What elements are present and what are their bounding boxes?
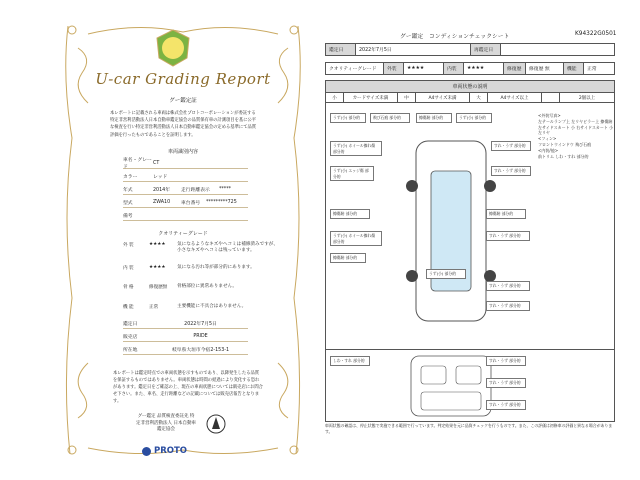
goo-badge-logo bbox=[153, 28, 193, 68]
note-2: 擦傷跡 部分的 bbox=[416, 113, 452, 123]
size-legend: 小 カードサイズ未満 中 A4サイズ未満 大 A4サイズ以上 2個以上 bbox=[326, 93, 614, 103]
certificate-footer-text: 本レポートは鑑定時点での車両状態を示すものであり、以降発生したる品質を保証するものではありません。車両状態は時間の経過により変化する恐れがあります。鑑定日をご確認の上、現在の車両状態については販売店にお問合せ下さい。また、車名、走行距離などの記載については販売店報告となります。 bbox=[113, 371, 263, 404]
note-17: すれ・うず 部分的 bbox=[486, 356, 526, 366]
note-8: 擦傷跡 部分的 bbox=[330, 209, 370, 219]
grade-exterior: 外 装 ★★★★ 気になるようなキズやヘコミは補修済みですが、小さなキズやヘコミは残っています。 bbox=[123, 242, 278, 253]
quality-section-heading: クオリティーグレード bbox=[158, 231, 208, 237]
note-14: すれ・うず 部分的 bbox=[486, 281, 530, 291]
note-18: すれ・うず 部分的 bbox=[486, 378, 526, 388]
row-inspection-date: 鑑定日 2022年7月5日 bbox=[123, 318, 248, 329]
certificate-intro: 本レポートに記載される車両は株式会社プロトコーポレーションが委託する特定非営利活動法人日本自動車鑑定協会の品質保有車の計測項目を基に公平な検査を行い特定非営利活動法人日本自動車鑑定協会の定める基準にて品質評価を行ったものであることを証明します。 bbox=[110, 111, 257, 138]
note-10: うず(小) ホイール擦れ傷 部分的 bbox=[330, 231, 382, 246]
vehicle-condition-panel bbox=[325, 80, 615, 350]
note-6: うず(小) エッジ傷 部分的 bbox=[330, 166, 374, 181]
proto-logo: PROTO bbox=[142, 446, 187, 456]
grade-interior: 内 装 ★★★★ 気になる汚れ等が部分的にあります。 bbox=[123, 265, 255, 271]
row-address: 所在地 岐阜県大垣市今宿2-153-1 bbox=[123, 344, 248, 355]
sheet-date-table: 鑑定日 2022年7月5日 再鑑定日 bbox=[325, 43, 615, 56]
note-5: すれ・うず 部分的 bbox=[491, 141, 531, 151]
grade-frame: 骨 格 修復歴無 骨格部位に異常ありません。 bbox=[123, 284, 237, 290]
grade-function: 機 能 正常 主要機能に不具合はありません。 bbox=[123, 304, 247, 310]
note-7: すれ・うず 部分的 bbox=[491, 166, 531, 176]
jaai-logo bbox=[206, 414, 226, 434]
row-model: 型式 ZWA10 車台番号 *********725 bbox=[123, 197, 248, 208]
sheet-document-id: K94322G0501 bbox=[575, 31, 617, 37]
vehicle-section-heading: 車両識別内容 bbox=[167, 149, 198, 155]
note-13: うず(小) 部分的 bbox=[426, 269, 466, 279]
note-9: 擦傷跡 部分的 bbox=[486, 209, 526, 219]
right-notes: <外装写真> 左テールランプ上 左リヤピラー上 擦傷跡 左サイドスカート 小 右サイドスカート 小 左リヤ <フィン> フロントウインドウ 飛び石痕 <内装/他> 前トリム しわ・すれ 部分的 bbox=[538, 113, 614, 159]
interior-condition-panel bbox=[325, 350, 615, 422]
row-remarks: 備考 bbox=[123, 210, 248, 221]
note-12: 擦傷跡 部分的 bbox=[330, 253, 366, 263]
note-4: うず(小) ホイール擦れ傷 部分的 bbox=[330, 141, 382, 156]
note-3: うず(小) 部分的 bbox=[456, 113, 492, 123]
note-1: 飛び石痕 部分的 bbox=[370, 113, 410, 123]
sheet-title: グー鑑定 コンディションチェックシート bbox=[400, 34, 510, 40]
note-15: すれ・うず 部分的 bbox=[486, 301, 530, 311]
note-0: うず(小) 部分的 bbox=[330, 113, 366, 123]
sheet-bottom-note: 車両状態の確認は、停止状態で実施できる範囲で行っています。判定結果を元に品質チェックを行うものです。また、この評価は初修車の評価と異なる場合があります。 bbox=[325, 423, 613, 434]
note-19: すれ・うず 部分的 bbox=[486, 400, 526, 410]
grading-certificate bbox=[58, 18, 308, 462]
note-11: すれ・うず 部分的 bbox=[486, 231, 530, 241]
association-signature: グー鑑定 品質検査委託先 特定非営利活動法人 日本自動車鑑定協会 bbox=[136, 414, 196, 432]
proto-dot-icon bbox=[142, 447, 151, 456]
note-16: しわ・すれ 部分的 bbox=[330, 356, 370, 366]
sheet-quality-table: クオリティーグレード 外装 ★★★★ 内装 ★★★★ 修復歴 修復歴 無 機能 正常 bbox=[325, 62, 615, 75]
row-year: 年式 2014年 走行距離表示 ***** bbox=[123, 184, 248, 195]
row-shop: 販売店 PRIDE bbox=[123, 331, 248, 342]
vehicle-condition-heading: 車両状態の説明 bbox=[326, 81, 614, 93]
row-name-grade: 車名・グレード CT bbox=[123, 158, 248, 169]
row-color: カラー レッド bbox=[123, 171, 248, 182]
certificate-subtitle: グー鑑定証 bbox=[169, 98, 197, 104]
certificate-title: U-car Grading Report bbox=[95, 70, 271, 88]
